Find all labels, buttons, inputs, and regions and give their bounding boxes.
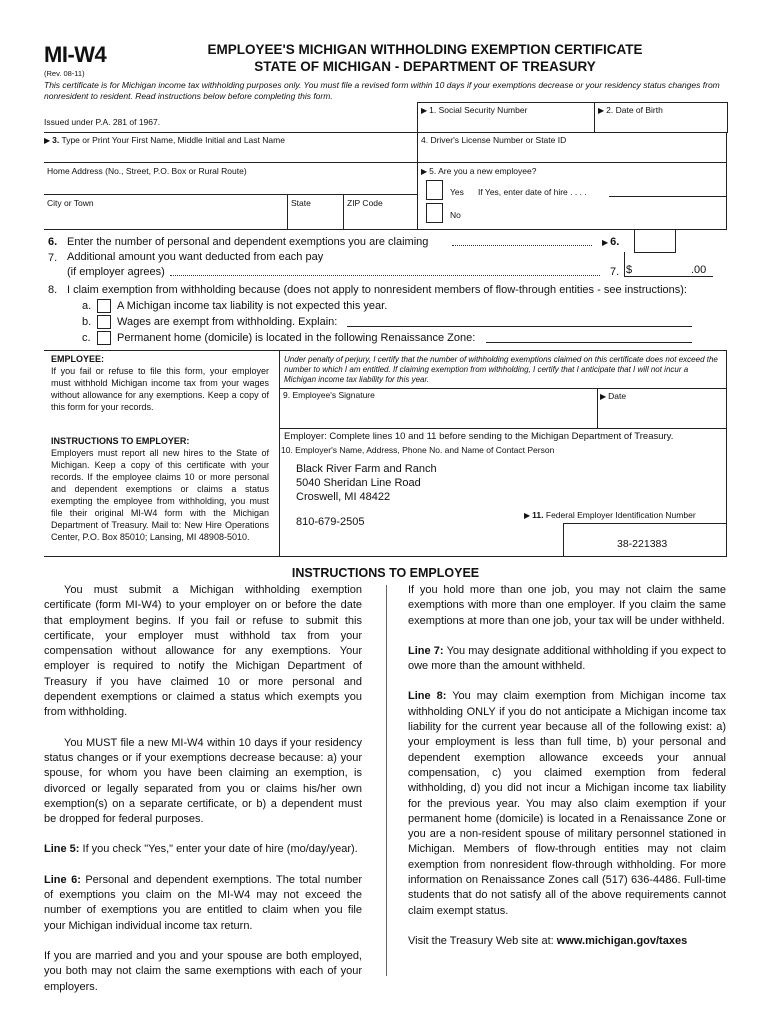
employee-text: If you fail or refuse to file this form, your employer must withhold Michigan income tax from your wages without allowance for any exemptions. Keep a copy of this form for your records. — [51, 366, 269, 412]
line6-text: Enter the number of personal and dependent exemptions you are claiming — [67, 236, 429, 248]
line7-dollar: $ — [626, 264, 633, 276]
ssn-label: 1. Social Security Number — [429, 105, 528, 115]
no-label: No — [450, 210, 461, 220]
line8c-text: Permanent home (domicile) is located in the following Renaissance Zone: — [117, 332, 476, 344]
employer-address2: Croswell, MI 48422 — [296, 491, 391, 503]
arrow-icon: ▶ — [524, 511, 531, 520]
line7-cents: .00 — [691, 264, 707, 276]
employer-name: Black River Farm and Ranch — [296, 463, 437, 475]
instructions-left-column — [44, 583, 362, 995]
fein-value: 38-221383 — [617, 538, 668, 550]
line8a-text: A Michigan income tax liability is not expected this year. — [117, 300, 388, 312]
fein-label-wrap — [524, 510, 696, 521]
form-subtitle: STATE OF MICHIGAN - DEPARTMENT OF TREASURY — [254, 59, 596, 74]
line6-instr-text: Personal and dependent exemptions. The total number of exemptions you claim on the MI-W4 may not exceed the number of exemptions you are entitled to claim when you file your Michigan individual income tax return. — [44, 873, 362, 932]
line7-num: 7. — [48, 252, 58, 264]
fein-num: 11. — [532, 510, 544, 520]
arrow-icon: ▶ — [421, 167, 428, 176]
line7-instr-text: You may designate additional withholding if you expect to owe more than the amount withheld. — [408, 644, 726, 673]
line8c-letter: c. — [82, 332, 91, 344]
license-field[interactable] — [421, 135, 721, 145]
employer-address1: 5040 Sheridan Line Road — [296, 477, 421, 489]
line7-text: Additional amount you want deducted from each pay — [67, 251, 324, 263]
zip-field[interactable] — [347, 198, 383, 208]
address-field[interactable] — [47, 166, 407, 176]
ssn-field[interactable] — [417, 102, 594, 133]
treasury-website — [408, 934, 726, 949]
signature-date-field[interactable] — [600, 391, 626, 402]
arrow-icon: ▶ — [598, 106, 605, 115]
line6-num: 6. — [48, 236, 58, 248]
renaissance-zone-input[interactable] — [486, 342, 692, 343]
yes-label: Yes — [450, 187, 464, 197]
arrow-icon: ▶ — [44, 136, 51, 145]
employer-info-label: 10. Employer's Name, Address, Phone No. and Name of Contact Person — [281, 445, 555, 455]
instructions-right-column — [408, 583, 726, 949]
exemptions-input[interactable] — [634, 229, 676, 253]
fein-label: Federal Employer Identification Number — [545, 510, 696, 520]
line8-text: I claim exemption from withholding because (does not apply to nonresident members of flow-through entities - see instructions): — [67, 284, 687, 296]
instructions-line5 — [44, 842, 362, 857]
state-label: State — [291, 198, 311, 208]
form-id: MI-W4 — [44, 42, 107, 67]
line8c-checkbox[interactable] — [97, 331, 111, 345]
instructions-line7 — [408, 644, 726, 675]
employer-phone: 810-679-2505 — [296, 516, 365, 528]
perjury-statement: Under penalty of perjury, I certify that the number of withholding exemptions claimed on this certificate does not exceed the number to which I am entitled. If claiming exemption from withholding, I certify that I anticipate that I will not incur a Michigan income tax liability for this year. — [284, 355, 718, 384]
city-label: City or Town — [47, 198, 94, 208]
treasury-link[interactable]: www.michigan.gov/taxes — [556, 934, 688, 947]
line6-heading: Line 6: — [44, 873, 81, 886]
city-field[interactable] — [47, 198, 94, 208]
license-label: 4. Driver's License Number or State ID — [421, 135, 567, 145]
signature-field[interactable] — [283, 390, 593, 428]
employer-text: Employers must report all new hires to the State of Michigan. Keep a copy of this certificate with your records. If the employee claims 10 or more personal and dependent exemptions or claims a status exempting the employee from withholding, you must file their original MI-W4 form with the Michigan Department of Treasury. Mail to: New Hire Operations Center, P.O. Box 85010; Lansing, MI 48908-5010. — [51, 448, 269, 542]
new-employee-label: 5. Are you a new employee? — [429, 166, 537, 176]
state-field[interactable] — [291, 198, 311, 208]
line7-heading: Line 7: — [408, 644, 444, 657]
dob-field[interactable] — [594, 102, 728, 133]
line8b-explain-input[interactable] — [347, 326, 692, 327]
hire-date-label: If Yes, enter date of hire . . . . — [478, 187, 587, 197]
arrow-icon: ▶ — [600, 392, 607, 401]
line8b-checkbox[interactable] — [97, 315, 111, 329]
line6-right-num: 6. — [610, 236, 620, 248]
arrow-icon: ▶ — [421, 106, 428, 115]
line7-text-cont: (if employer agrees) — [67, 266, 165, 278]
line8a-checkbox[interactable] — [97, 299, 111, 313]
line8b-text: Wages are exempt from withholding. Explain: — [117, 316, 338, 328]
no-checkbox[interactable] — [426, 203, 443, 223]
signature-date-label: Date — [608, 391, 627, 401]
line7-right-num: 7. — [610, 266, 620, 278]
instructions-paragraph: If you are married and you and your spouse are both employed, you both may not claim the same exemptions with each of your employers. — [44, 949, 362, 993]
instructions-title: INSTRUCTIONS TO EMPLOYEE — [291, 566, 480, 580]
hire-date-input[interactable] — [609, 196, 726, 197]
instructions-paragraph: You must submit a Michigan withholding exemption certificate (form MI-W4) to your employer on or before the date that employment begins. If you fail or refuse to submit this certificate, your employer must withhold tax from your compensation without allowance for any exemptions. Your employer is required to notify the Michigan Department of Treasury if you have claimed 10 or more personal and dependent exemptions or claimed a status which exempts you from withholding. — [44, 584, 362, 719]
new-employee-question — [421, 166, 536, 177]
intro-text: This certificate is for Michigan income tax withholding purposes only. You must file a revised form within 10 days if your exemptions decrease or your residency status changes from nonresident to resident. Read instructions below before completing this form. — [44, 80, 720, 101]
visit-text: Visit the Treasury Web site at: — [408, 934, 554, 947]
line5-text: If you check "Yes," enter your date of hire (mo/day/year). — [82, 843, 358, 856]
employee-heading: EMPLOYEE: — [51, 354, 105, 364]
line8-heading: Line 8: — [408, 690, 447, 703]
signature-label: 9. Employee's Signature — [283, 390, 375, 400]
line8-instr-text: You may claim exemption from Michigan income tax withholding ONLY if you do not anticipate a Michigan income tax liability for the current year because all of the following exist: a) your employment is less than full time, b) your personal and dependent exemption allowance exceeds your annual compensation, c) you claimed exemption from federal withholding, d) you did not incur a Michigan income tax liability for the previous year. You may also claim exemption if your permanent home (domicile) is located in a Renaissance Zone or you are a non-resident spouse of military personnel stationed in Michigan. Members of flow-through entities may not claim exemption from nonresident flow-through withholding. For more information on Renaissance Zones call (517) 636-4486. Full-time students that do not satisfy all of the above requirements cannot claim exempt status. — [408, 690, 727, 917]
arrow-icon: ▶ — [602, 238, 609, 247]
yes-checkbox[interactable] — [426, 180, 443, 200]
address-label: Home Address (No., Street, P.O. Box or Rural Route) — [47, 166, 247, 176]
instructions-paragraph: You MUST file a new MI-W4 within 10 days if your residency status changes or if your exemptions decrease because: a) your spouse, for whom you have been claiming an exemption, is divorced or legally separated from you or claims his/her own exemption(s) on a separate certificate, or b) a dependent must be dropped for federal purposes. — [44, 736, 362, 826]
line8b-letter: b. — [82, 316, 92, 328]
issued-under: Issued under P.A. 281 of 1967. — [44, 117, 161, 127]
name-num: 3. — [52, 135, 60, 145]
line8a-letter: a. — [82, 300, 92, 312]
revision-label: (Rev. 08-11) — [44, 69, 85, 78]
instructions-line8 — [408, 689, 726, 918]
employer-notice — [51, 436, 269, 543]
employer-heading: INSTRUCTIONS TO EMPLOYER: — [51, 436, 190, 446]
dob-label: 2. Date of Birth — [606, 105, 663, 115]
instructions-line6 — [44, 873, 362, 934]
employer-instruction: Employer: Complete lines 10 and 11 before sending to the Michigan Department of Treasury. — [284, 431, 674, 442]
name-label: Type or Print Your First Name, Middle Initial and Last Name — [61, 135, 285, 145]
line5-heading: Line 5: — [44, 843, 80, 856]
name-field[interactable] — [44, 135, 414, 163]
instructions-paragraph: If you hold more than one job, you may not claim the same exemptions with more than one employer. If you claim the same exemptions at more than one job, your tax will be under withheld. — [408, 584, 726, 627]
line8-num: 8. — [48, 284, 58, 296]
form-title: EMPLOYEE'S MICHIGAN WITHHOLDING EXEMPTION CERTIFICATE — [207, 42, 643, 57]
employee-notice — [51, 354, 269, 413]
zip-label: ZIP Code — [347, 198, 383, 208]
